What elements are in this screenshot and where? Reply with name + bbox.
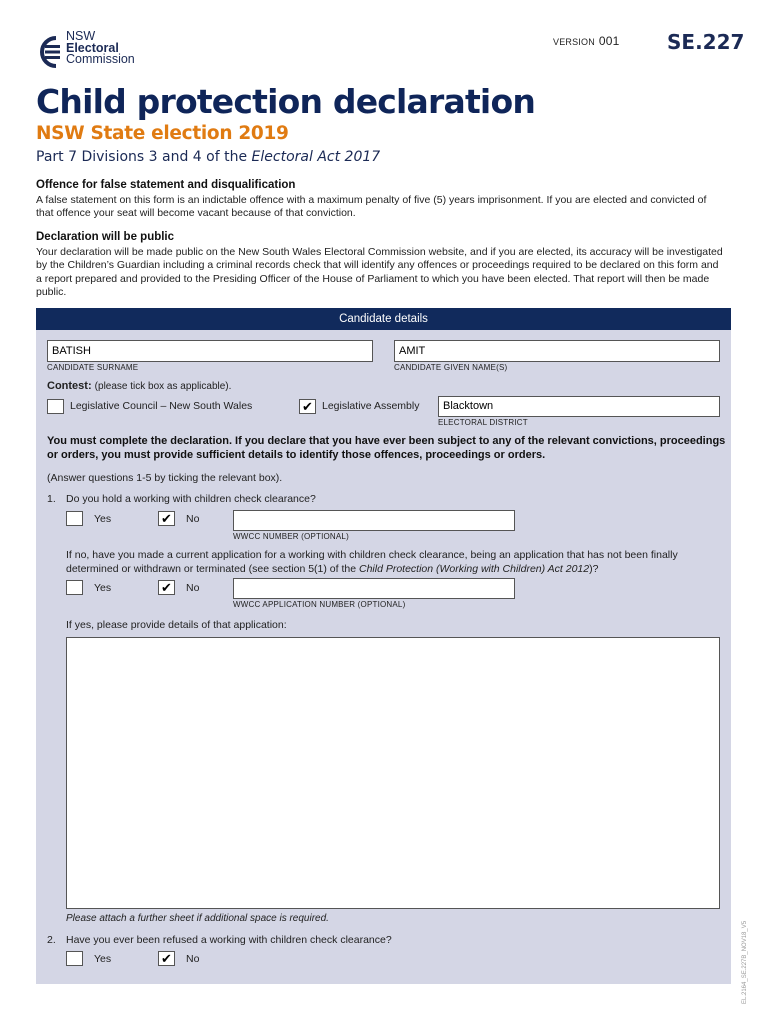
q2-yes-checkbox[interactable] xyxy=(66,951,83,966)
part-text: Part 7 Divisions 3 and 4 of the xyxy=(36,149,248,165)
form-code: SE.227 xyxy=(667,30,745,54)
application-details-textarea[interactable] xyxy=(66,637,720,909)
application-details-label: If yes, please provide details of that application: xyxy=(66,619,287,631)
offence-text: A false statement on this form is an indictable offence with a maximum penalty of five (5) years imprisonment. If you are elected and convicted of that offence your seat will become vacant because of that conviction. xyxy=(36,194,707,220)
candidate-surname-label: CANDIDATE SURNAME xyxy=(47,363,139,372)
question-1-number: 1. xyxy=(47,493,56,505)
declaration-requirement-text: You must complete the declaration. If you declare that you have ever been subject to any of the relevant convictions, proceedings or orders, you must provide sufficient details to identify those offences, proceedings or orders. xyxy=(47,435,726,461)
attach-sheet-note: Please attach a further sheet if additional space is required. xyxy=(66,913,329,924)
candidate-surname-field[interactable]: BATISH xyxy=(47,340,373,362)
nsw-electoral-commission-logo-icon xyxy=(36,35,62,69)
q1-followup-text: If no, have you made a current application for a working with children check clearance, being an application that has not been finally determined or withdrawn or terminated (see section 5(1) of the Child Protection (Working with Children) Act 2012)? xyxy=(66,549,678,575)
offence-heading: Offence for false statement and disqualification xyxy=(36,179,296,191)
version-label: VERSION xyxy=(553,37,595,47)
candidate-given-names-label: CANDIDATE GIVEN NAME(S) xyxy=(394,363,508,372)
legislation-reference xyxy=(36,149,380,165)
org-logo-text xyxy=(66,31,135,66)
public-heading: Declaration will be public xyxy=(36,231,175,243)
q1-yes-label: Yes xyxy=(94,513,112,525)
question-2-text: Have you ever been refused a working with children check clearance? xyxy=(66,934,392,946)
q2-no-checkbox[interactable]: ✔ xyxy=(158,951,175,966)
version-number: 001 xyxy=(598,34,620,48)
contest-prompt xyxy=(47,380,231,392)
act-name: Electoral Act 2017 xyxy=(251,149,381,165)
page-subtitle: NSW State election 2019 xyxy=(36,123,289,144)
q1-no-checkbox[interactable]: ✔ xyxy=(158,511,175,526)
public-text: Your declaration will be made public on the New South Wales Electoral Commission website, and if you are elected, its accuracy will be investigated by the Children’s Guardian including a criminal records check that will identify any offences or proceedings required to be declared on this form and a report prepared and provided to the Presiding Officer of the House of Parliament to which you have been elected. That report will then be made public. xyxy=(36,246,723,298)
version-info xyxy=(553,34,620,48)
wwcc-number-field[interactable] xyxy=(233,510,515,531)
q1-followup-no-label: No xyxy=(186,582,200,594)
legislative-assembly-label: Legislative Assembly xyxy=(322,400,420,412)
candidate-given-names-field[interactable]: AMIT xyxy=(394,340,720,362)
org-line-2: Electoral xyxy=(66,40,119,55)
q1-followup-yes-label: Yes xyxy=(94,582,112,594)
contest-label: Contest: xyxy=(47,380,92,392)
legislative-council-checkbox[interactable] xyxy=(47,399,64,414)
page-title: Child protection declaration xyxy=(36,82,536,121)
org-line-3: Commission xyxy=(66,52,135,66)
legislative-council-label: Legislative Council – New South Wales xyxy=(70,400,253,412)
question-1-text: Do you hold a working with children check clearance? xyxy=(66,493,316,505)
wwcc-application-number-label: WWCC APPLICATION NUMBER (OPTIONAL) xyxy=(233,600,406,609)
wwcc-number-label: WWCC NUMBER (OPTIONAL) xyxy=(233,532,349,541)
electoral-district-field[interactable]: Blacktown xyxy=(438,396,720,417)
org-line-1: NSW xyxy=(66,29,96,43)
document-code: EL.2164_SE.227B_NOV18_V5 xyxy=(742,920,748,1004)
q1-no-label: No xyxy=(186,513,200,525)
q1-followup-no-checkbox[interactable]: ✔ xyxy=(158,580,175,595)
electoral-district-label: ELECTORAL DISTRICT xyxy=(438,418,528,427)
q1-followup-yes-checkbox[interactable] xyxy=(66,580,83,595)
contest-hint: (please tick box as applicable). xyxy=(94,381,232,392)
q2-no-label: No xyxy=(186,953,200,965)
wwcc-application-number-field[interactable] xyxy=(233,578,515,599)
q2-yes-label: Yes xyxy=(94,953,112,965)
candidate-details-header: Candidate details xyxy=(36,308,731,330)
q1-yes-checkbox[interactable] xyxy=(66,511,83,526)
legislative-assembly-checkbox[interactable]: ✔ xyxy=(299,399,316,414)
answer-note: (Answer questions 1-5 by ticking the relevant box). xyxy=(47,472,283,484)
question-2-number: 2. xyxy=(47,934,56,946)
